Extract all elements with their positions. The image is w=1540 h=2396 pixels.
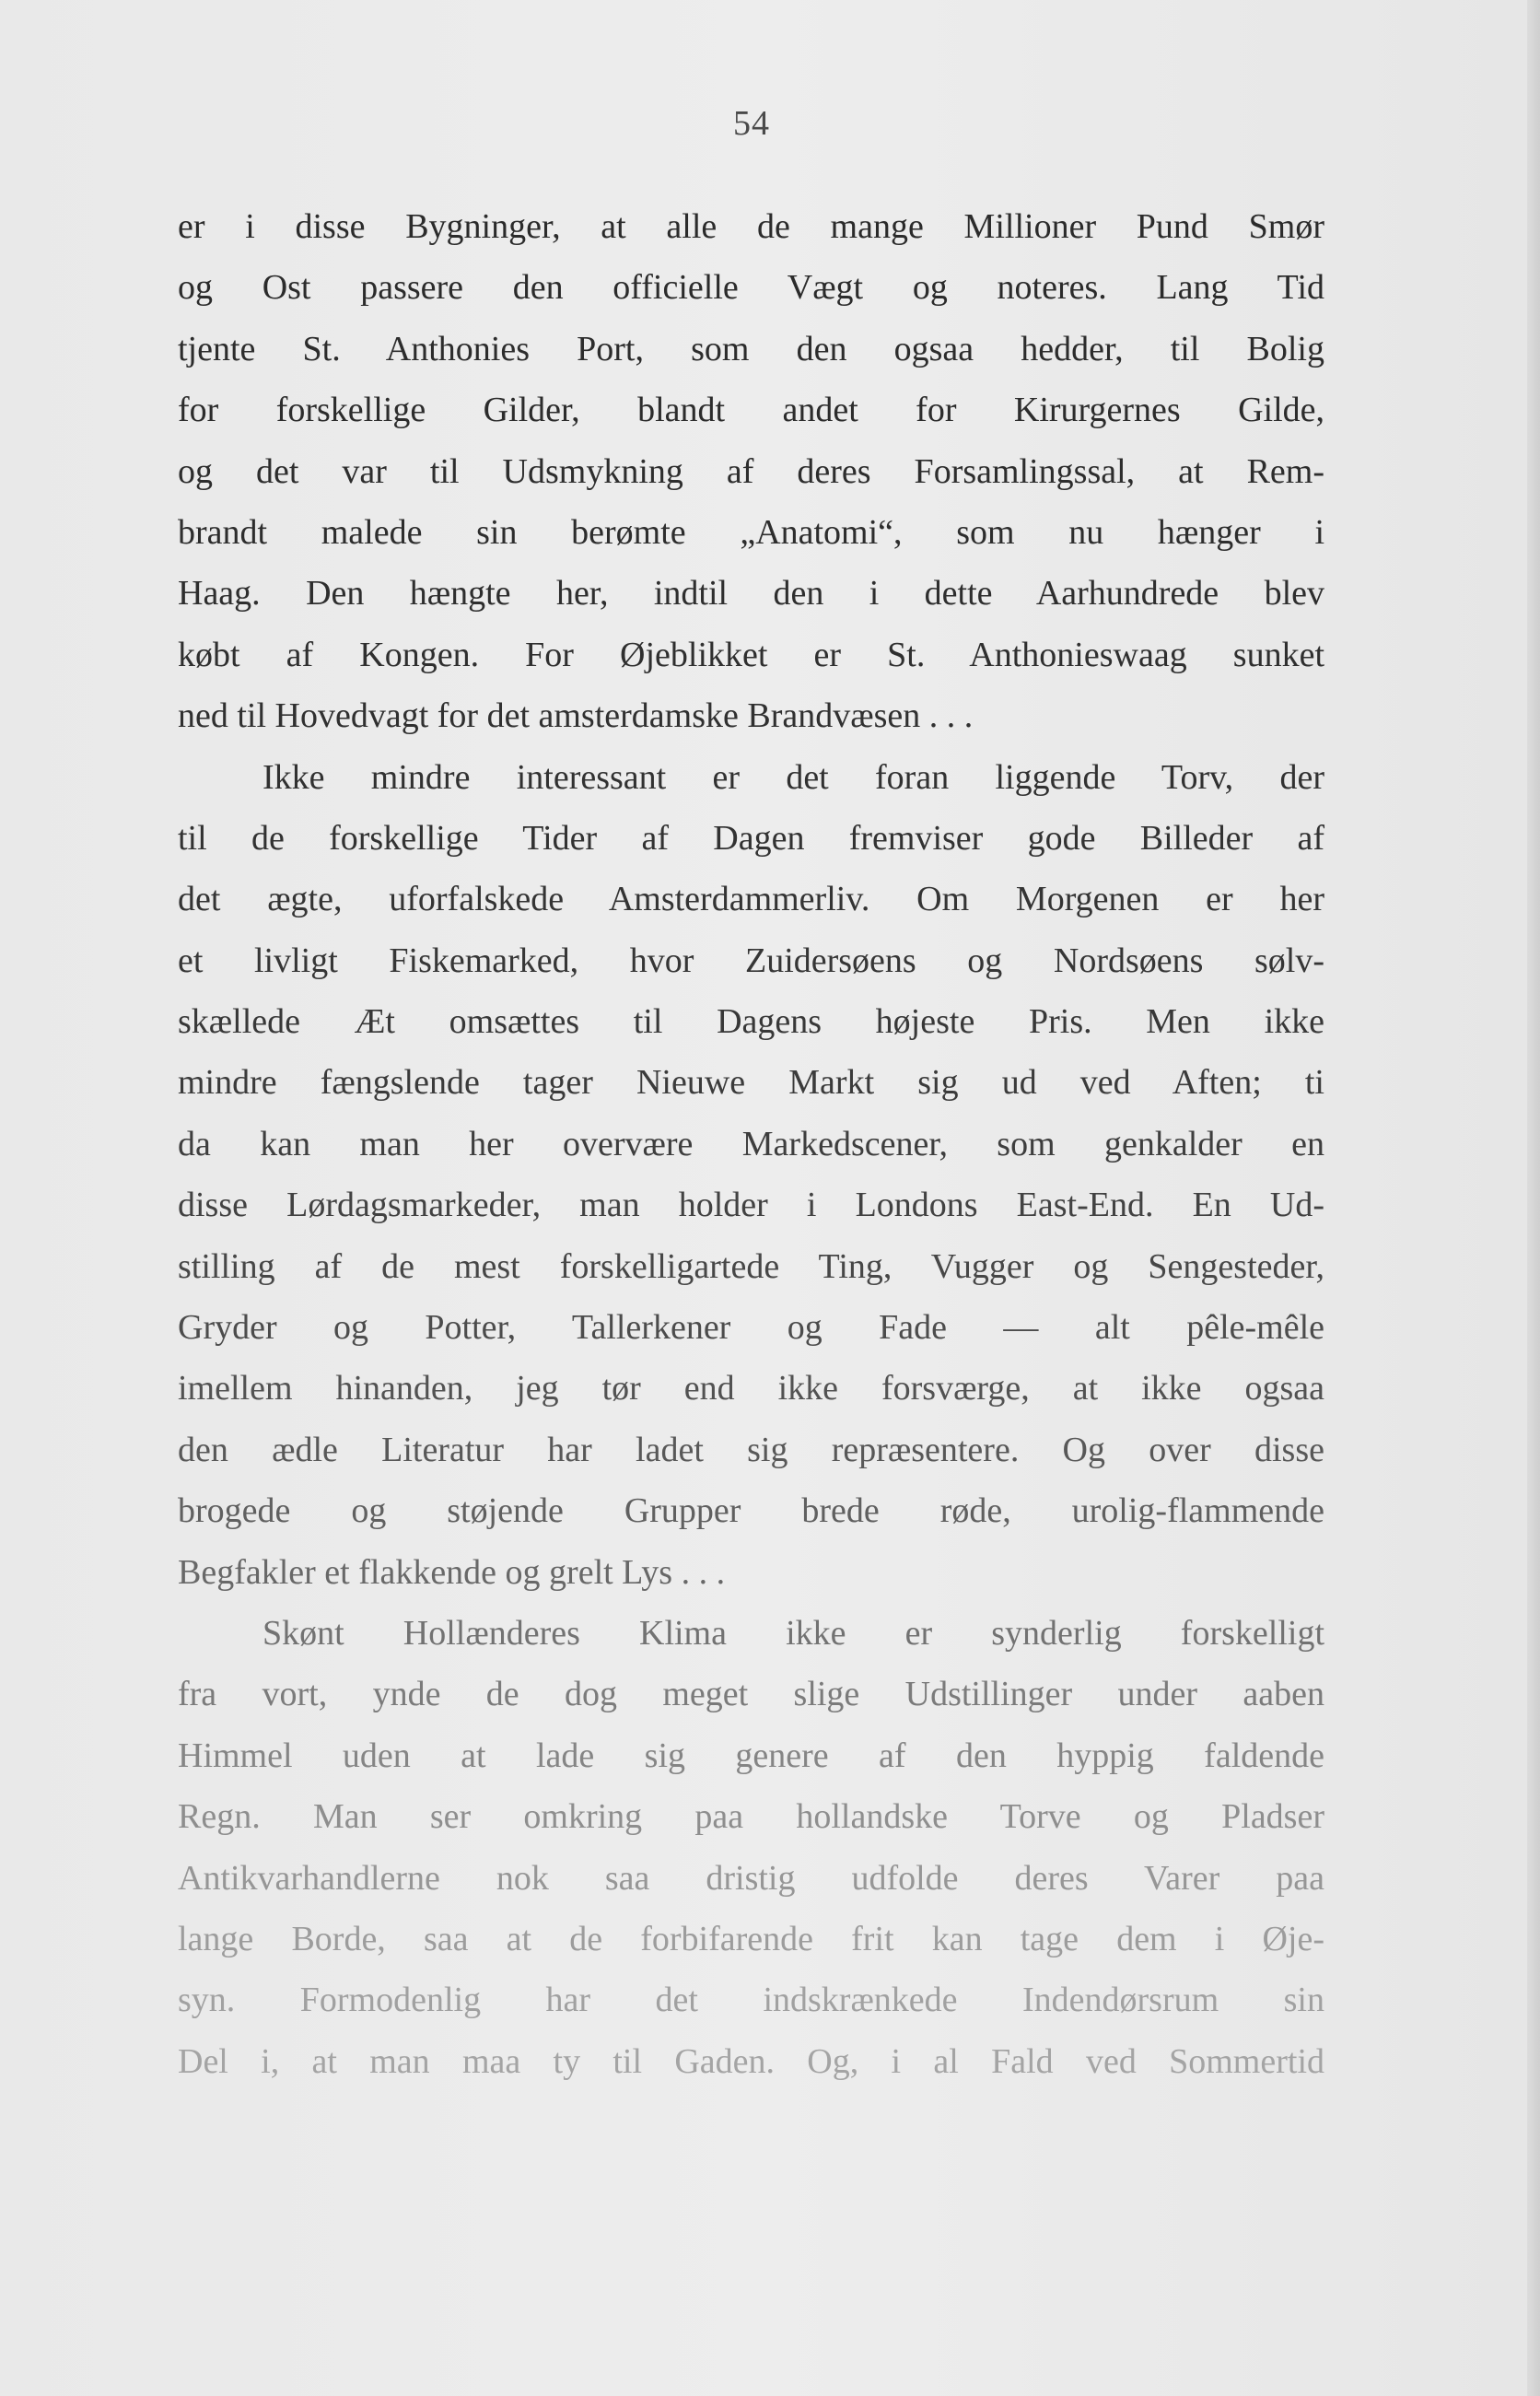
text-line: imellem hinanden, jeg tør end ikke forsværge, at ikke ogsaa xyxy=(178,1369,1324,1408)
text-line: Regn. Man ser omkring paa hollandske Torve og Pladser xyxy=(178,1797,1324,1837)
text-line: lange Borde, saa at de forbifarende frit kan tage dem i Øje- xyxy=(178,1919,1324,1958)
text-line: den ædle Literatur har ladet sig repræsentere. Og over disse xyxy=(178,1430,1324,1469)
text-line: det ægte, uforfalskede Amsterdammerliv. Om Morgenen er her xyxy=(178,880,1324,919)
text-line: Antikvarhandlerne nok saa dristig udfolde deres Varer paa xyxy=(178,1858,1324,1898)
text-line: fra vort, ynde de dog meget slige Udstillinger under aaben xyxy=(178,1675,1324,1714)
text-line: Del i, at man maa ty til Gaden. Og, i al Fald ved Sommertid xyxy=(178,2041,1324,2081)
text-line: Gryder og Potter, Tallerkener og Fade — alt pêle-mêle xyxy=(178,1308,1324,1348)
text-line: brogede og støjende Grupper brede røde, urolig-flammende xyxy=(178,1491,1324,1531)
text-line: skællede Æt omsættes til Dagens højeste Pris. Men ikke xyxy=(178,1002,1324,1042)
text-line: da kan man her overvære Markedscener, som genkalder en xyxy=(178,1124,1324,1163)
text-line: Begfakler et flakkende og grelt Lys . . . xyxy=(178,1552,726,1592)
text-line: syn. Formodenlig har det indskrænkede Indendørsrum sin xyxy=(178,1981,1324,2020)
text-line: mindre fængslende tager Nieuwe Markt sig ud ved Aften; ti xyxy=(178,1063,1324,1103)
text-line: og det var til Udsmykning af deres Forsamlingssal, at Rem- xyxy=(178,451,1324,491)
text-line: er i disse Bygninger, at alle de mange Millioner Pund Smør xyxy=(178,207,1324,246)
text-line: Skønt Hollænderes Klima ikke er synderlig forskelligt xyxy=(262,1613,1324,1653)
text-line: tjente St. Anthonies Port, som den ogsaa hedder, til Bolig xyxy=(178,329,1324,368)
text-line: og Ost passere den officielle Vægt og noteres. Lang Tid xyxy=(178,268,1324,308)
text-line: Ikke mindre interessant er det foran liggende Torv, der xyxy=(262,757,1324,797)
page-edge xyxy=(1527,0,1540,2396)
text-line: Himmel uden at lade sig genere af den hyppig faldende xyxy=(178,1736,1324,1775)
text-line: Haag. Den hængte her, indtil den i dette Aarhundrede blev xyxy=(178,574,1324,614)
text-line: til de forskellige Tider af Dagen fremviser gode Billeder af xyxy=(178,818,1324,858)
text-line: et livligt Fiskemarked, hvor Zuidersøens og Nordsøens sølv- xyxy=(178,941,1324,980)
text-line: stilling af de mest forskelligartede Ting, Vugger og Sengesteder, xyxy=(178,1246,1324,1286)
text-line: for forskellige Gilder, blandt andet for Kirurgernes Gilde, xyxy=(178,391,1324,430)
page-number: 54 xyxy=(733,104,770,143)
text-line: brandt malede sin berømte „Anatomi“, som nu hænger i xyxy=(178,512,1324,552)
text-line: købt af Kongen. For Øjeblikket er St. Anthonieswaag sunket xyxy=(178,635,1324,674)
text-line: disse Lørdagsmarkeder, man holder i Londons East-End. En Ud- xyxy=(178,1186,1324,1225)
text-line: ned til Hovedvagt for det amsterdamske Brandvæsen . . . xyxy=(178,696,974,736)
body-text xyxy=(178,196,1324,2092)
